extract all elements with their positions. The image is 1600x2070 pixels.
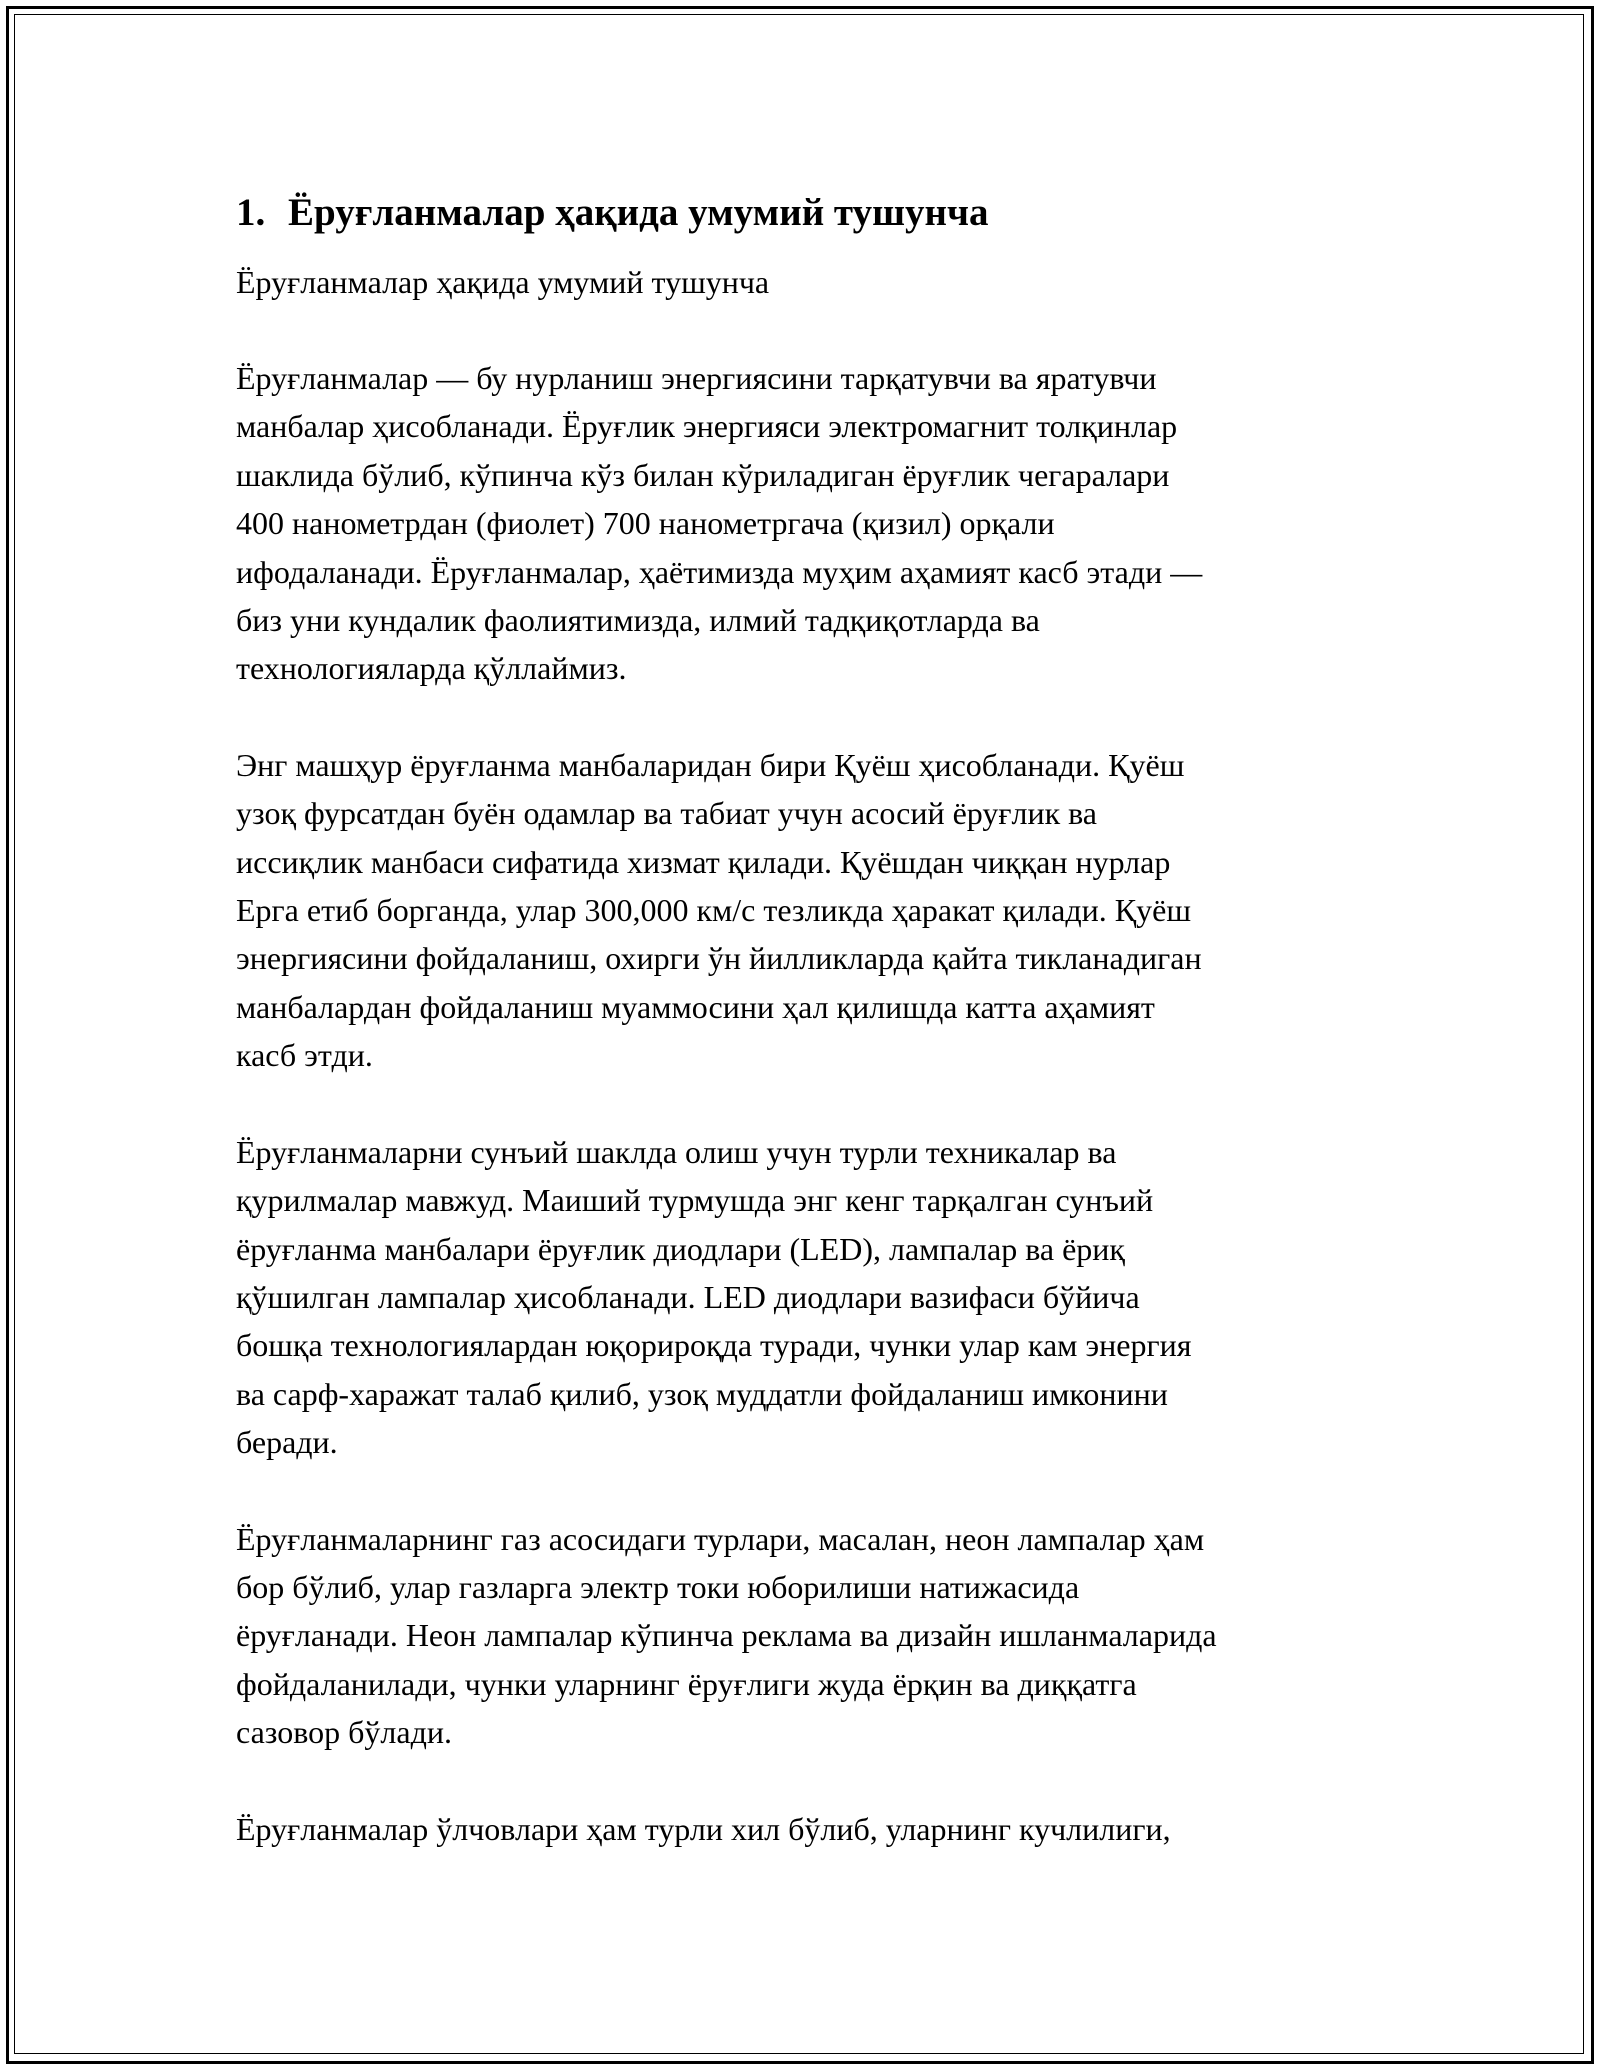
section-number: 1. (236, 191, 266, 234)
paragraph-2: Энг машҳур ёруғланма манбаларидан бири Қуёш ҳисобланади. Қуёш узоқ фурсатдан буён одамлар ва табиат учун асосий ёруғлик ва иссиқлик манбаси сифатида хизмат қилади. Қуёшдан чиққан нурлар Ерга етиб борганда, улар 300,000 км/с тезликда ҳаракат қилади. Қуёш энергиясини фойдаланиш, охирги ўн йилликларда қайта тикланадиган манбалардан фойдаланиш муаммосини ҳал қилишда катта аҳамият касб этди. (236, 746, 1202, 1074)
section-heading (236, 184, 1396, 242)
paragraph-3: Ёруғланмаларни сунъий шаклда олиш учун турли техникалар ва қурилмалар мавжуд. Маиший турмушда энг кенг тарқалган сунъий ёруғланма манбалари ёруғлик диодлари (LED), лампалар ва ёриқ қўшилган лампалар ҳисобланади. LED диодлари вазифаси бўйича бошқа технологиялардан юқорироқда туради, чунки улар кам энергия ва сарф-харажат талаб қилиб, узоқ муддатли фойдаланиш имконини беради. (236, 1133, 1192, 1461)
paragraph-4: Ёруғланмаларнинг газ асосидаги турлари, масалан, неон лампалар ҳам бор бўлиб, улар газларга электр токи юборилиши натижасида ёруғланади. Неон лампалар кўпинча реклама ва дизайн ишланмаларида фойдаланилади, чунки уларнинг ёруғлиги жуда ёрқин ва диққатга сазовор бўлади. (236, 1520, 1217, 1751)
section-title: Ёруғланмалар ҳақида умумий тушунча (288, 191, 989, 234)
section-subtitle: Ёруғланмалар ҳақида умумий тушунча (236, 264, 770, 300)
paragraph-1: Ёруғланмалар — бу нурланиш энергиясини тарқатувчи ва яратувчи манбалар ҳисобланади. Ёруғлик энергияси электромагнит толқинлар шаклида бўлиб, кўпинча кўз билан кўриладиган ёруғлик чегаралари 400 нанометрдан (фиолет) 700 нанометргача (қизил) орқали ифодаланади. Ёруғланмалар, ҳаётимизда муҳим аҳамият касб этади — биз уни кундалик фаолиятимизда, илмий тадқиқотларда ва технологияларда қўллаймиз. (236, 360, 1203, 687)
paragraph-5: Ёруғланмалар ўлчовлари ҳам турли хил бўлиб, уларнинг кучлилиги, (236, 1810, 1171, 1847)
document-body (236, 184, 1396, 1901)
